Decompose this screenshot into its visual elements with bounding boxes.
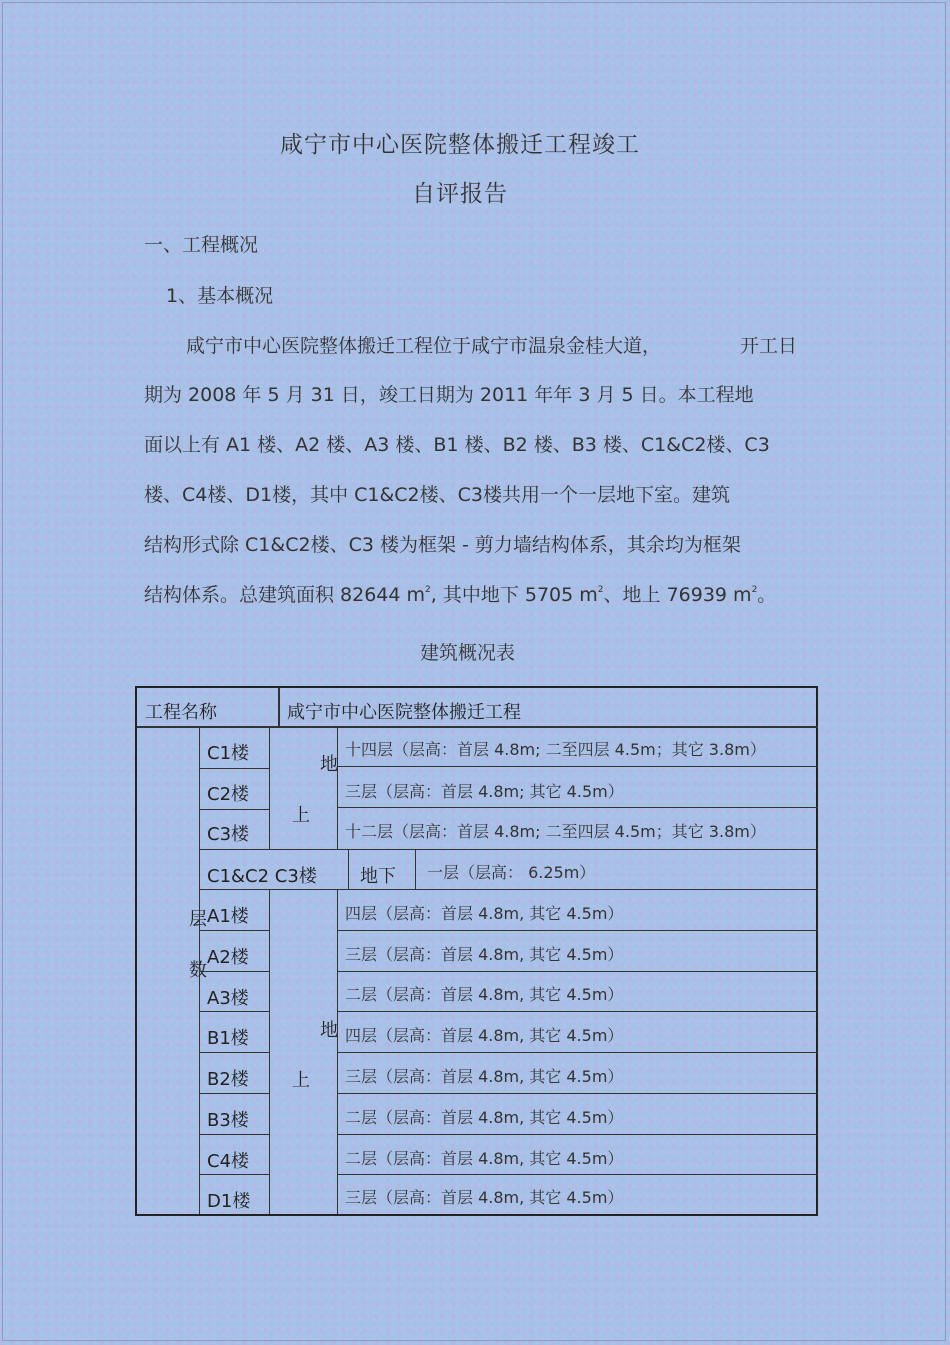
- document-title-line1: 咸宁市中心医院整体搬迁工程竣工: [280, 132, 640, 158]
- table-rule: [137, 726, 818, 728]
- table-rule: [199, 1174, 269, 1175]
- table-rule: [199, 1052, 269, 1053]
- above-ground-label-b2: 上: [292, 1070, 310, 1091]
- underground-label: 地下: [360, 866, 396, 887]
- section-heading: 一、工程概况: [144, 234, 259, 256]
- table-rule: [199, 971, 269, 972]
- floors-d1: 三层（层高：首层 4.8m, 其它 4.5m）: [345, 1188, 624, 1207]
- building-c2: C2楼: [207, 784, 250, 805]
- paragraph-line-6b: , 其中地下 5705 m: [430, 584, 598, 606]
- table-rule: [337, 1174, 818, 1175]
- table-rule: [337, 930, 818, 931]
- area-superscript-2: 2: [597, 585, 604, 595]
- paragraph-line-5: 结构形式除 C1&C2楼、C3 楼为框架 - 剪力墙结构体系，其余均为框架: [144, 534, 741, 556]
- table-rule: [199, 1011, 269, 1012]
- building-b1: B1楼: [207, 1028, 249, 1049]
- paragraph-line-4: 楼、C4楼、D1楼，其中 C1&C2楼、C3楼共用一个一层地下室。建筑: [144, 484, 730, 506]
- table-rule: [199, 930, 269, 931]
- floors-b2: 三层（层高：首层 4.8m, 其它 4.5m）: [345, 1067, 624, 1086]
- area-superscript-1: 2: [425, 585, 431, 595]
- floors-a2: 三层（层高：首层 4.8m, 其它 4.5m）: [345, 945, 624, 964]
- floors-c3: 十二层（层高：首层 4.8m; 二至四层 4.5m；其它 3.8m）: [345, 822, 766, 841]
- table-rule: [337, 1052, 818, 1053]
- table-caption: 建筑概况表: [420, 642, 516, 664]
- above-ground-label-a1: 地: [320, 754, 338, 775]
- floors-b3: 二层（层高：首层 4.8m, 其它 4.5m）: [345, 1108, 624, 1127]
- table-rule: [269, 728, 270, 849]
- floors-c4: 二层（层高：首层 4.8m, 其它 4.5m）: [345, 1149, 624, 1168]
- table-rule: [337, 889, 338, 1214]
- floors-a3: 二层（层高：首层 4.8m, 其它 4.5m）: [345, 985, 624, 1004]
- paragraph-line-6d: 。: [757, 584, 777, 606]
- floors-a1: 四层（层高：首层 4.8m, 其它 4.5m）: [345, 904, 624, 923]
- underground-group: C1&C2 C3楼: [207, 866, 317, 887]
- project-name-label: 工程名称: [145, 702, 217, 723]
- floors-c2: 三层（层高：首层 4.8m; 其它 4.5m）: [345, 782, 624, 801]
- building-b2: B2楼: [207, 1069, 249, 1090]
- table-rule: [278, 688, 280, 728]
- paragraph-line-6c: 、地上 76939 m: [603, 584, 752, 606]
- table-rule: [337, 1134, 818, 1135]
- floors-c1: 十四层（层高：首层 4.8m; 二至四层 4.5m；其它 3.8m）: [345, 740, 766, 759]
- paragraph-line-3: 面以上有 A1 楼、A2 楼、A3 楼、B1 楼、B2 楼、B3 楼、C1&C2楼、C3: [144, 434, 770, 456]
- table-rule: [199, 768, 269, 769]
- table-rule: [199, 1134, 269, 1135]
- table-rule: [337, 971, 818, 972]
- floors-b1: 四层（层高：首层 4.8m, 其它 4.5m）: [345, 1026, 624, 1045]
- paragraph-line-1a: 咸宁市中心医院整体搬迁工程位于咸宁市温泉金桂大道，: [186, 335, 662, 357]
- building-a3: A3楼: [207, 988, 249, 1009]
- table-rule: [337, 766, 818, 767]
- building-a1: A1楼: [207, 906, 249, 927]
- project-name-value: 咸宁市中心医院整体搬迁工程: [287, 702, 521, 723]
- building-b3: B3楼: [207, 1110, 249, 1131]
- building-c1: C1楼: [207, 743, 250, 764]
- subsection-heading: 1、基本概况: [166, 285, 274, 307]
- building-c4: C4楼: [207, 1151, 250, 1172]
- paragraph-line-6a: 结构体系。总建筑面积 82644 m: [144, 584, 426, 606]
- table-rule: [337, 728, 338, 849]
- underground-floors: 一层（层高： 6.25m）: [427, 863, 596, 882]
- paragraph-line-2: 期为 2008 年 5 月 31 日，竣工日期为 2011 年年 3 月 5 日。本工程地: [144, 384, 754, 406]
- building-c3: C3楼: [207, 824, 250, 845]
- building-a2: A2楼: [207, 947, 249, 968]
- paragraph-line-6: [144, 580, 776, 607]
- floors-label-1: 层: [189, 909, 207, 930]
- floors-label-2: 数: [189, 960, 207, 981]
- table-rule: [348, 849, 349, 889]
- above-ground-label-a2: 上: [292, 805, 310, 826]
- table-rule: [199, 889, 818, 890]
- table-rule: [415, 849, 416, 889]
- building-overview-table: [135, 686, 818, 1216]
- above-ground-label-b1: 地: [320, 1020, 338, 1041]
- table-rule: [269, 889, 270, 1214]
- table-rule: [337, 1093, 818, 1094]
- table-rule: [199, 809, 269, 810]
- table-rule: [199, 849, 818, 850]
- table-rule: [337, 1011, 818, 1012]
- document-title-line2: 自评报告: [412, 181, 508, 207]
- table-rule: [337, 807, 818, 808]
- building-d1: D1楼: [207, 1191, 251, 1212]
- table-rule: [199, 1093, 269, 1094]
- paragraph-line-1b: 开工日: [740, 335, 798, 357]
- area-superscript-3: 2: [751, 585, 758, 595]
